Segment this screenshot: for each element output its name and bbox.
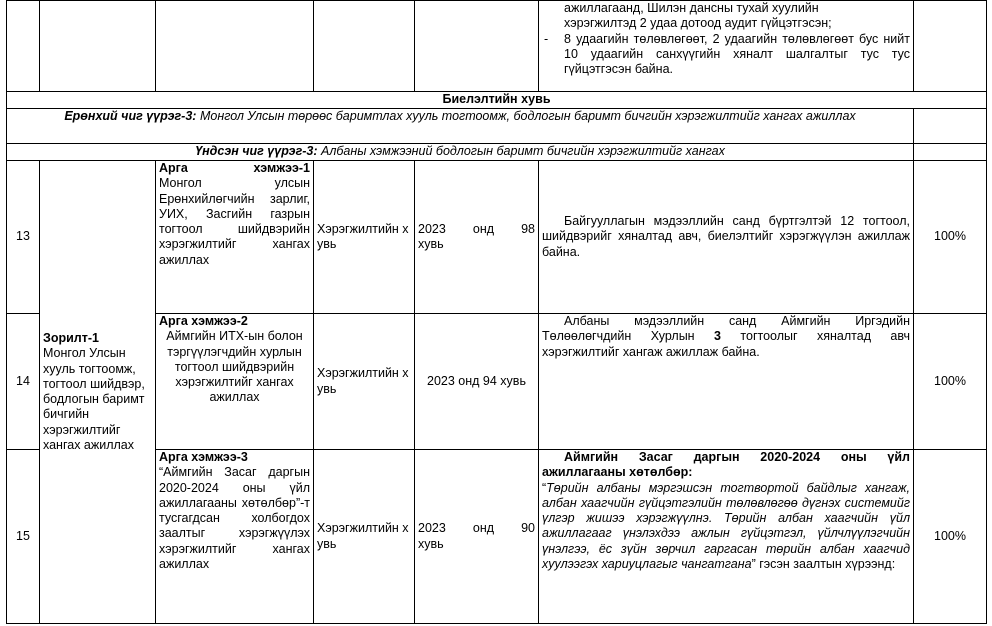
general-direction-cell	[7, 109, 914, 144]
section-header-row	[7, 92, 987, 109]
continuation-row	[7, 1, 987, 92]
measure-cell	[156, 161, 314, 314]
continuation-line-1: ажиллагаанд, Шилэн дансны тухай хуулийн	[564, 1, 819, 15]
percent-cell: 100%	[914, 450, 987, 624]
measure-text: “Аймгийн Засаг даргын 2020-2024 оны үйл ажиллагааны хөтөлбөр”-т тусгагдсан холбогдох заалтыг хэрэгжүүлэх хэрэгжилтийг хангах ажиллах	[159, 465, 310, 571]
result-title: Аймгийн Засаг даргын 2020-2024 оны үйл ажиллагааны хөтөлбөр:	[542, 450, 910, 480]
measure-cell	[156, 450, 314, 624]
main-direction-row	[7, 144, 987, 161]
objective-cell	[40, 161, 156, 624]
row-number: 14	[7, 314, 40, 450]
result-text: Байгууллагын мэдээллийн санд бүртгэлтэй 12 тогтоол, шийдвэрийг хяналтад авч, биелэлтийг хэрэгжүүлэн ажиллаж байна.	[542, 214, 910, 259]
measure-title: Арга хэмжээ-1	[159, 161, 310, 175]
result-cell	[539, 161, 914, 314]
main-direction-label: Үндсэн чиг үүрэг-3:	[195, 144, 318, 158]
result-cell	[539, 450, 914, 624]
baseline-cell: 2023 онд 94 хувь	[415, 314, 539, 450]
general-direction-label: Ерөнхий чиг үүрэг-3:	[64, 109, 197, 123]
continuation-result-cell	[539, 1, 914, 92]
row-number: 15	[7, 450, 40, 624]
result-text: “Төрийн албаны мэргэшсэн тогтвортой байдлыг хангаж, албан хаагчийн гүйцэтгэлийн төлөвлөгөө дүгнэх системийг үлгэр жишээ хэрэгжүүлнэ. Төрийн албан хаагчийн үйл ажиллагааг үнэлэхдээ ажлын гүйцэтгэл, үйлчлүүлэгчийн үнэлгээ, ёс зүйн зөрчил гаргасан төрийн албан хаагчид хуулээгэх хариуцлагыг чангатгана” гэсэн заалтын хүрээнд:	[542, 480, 910, 571]
percent-cell: 100%	[914, 314, 987, 450]
result-cell	[539, 314, 914, 450]
table-row	[7, 161, 987, 314]
evaluation-table	[6, 0, 987, 624]
result-text: Албаны мэдээллийн санд Аймгийн Иргэдийн Төлөөлөгчдийн Хурлын 3 тогтоолыг хяналтад авч хэрэгжилтийг хангаж ажиллаж байна.	[542, 314, 910, 359]
general-direction-row	[7, 109, 987, 144]
main-direction-cell	[7, 144, 914, 161]
percent-cell: 100%	[914, 161, 987, 314]
continuation-line-2: хэрэгжилтэд 2 удаа дотоод аудит гүйцэтгэсэн;	[564, 16, 832, 31]
row-number: 13	[7, 161, 40, 314]
measure-text: Аймгийн ИТХ-ын болон тэргүүлэгчдийн хурлын тогтоол шийдвэрийн хэрэгжилтийг хангах ажиллах	[166, 329, 303, 405]
measure-cell	[156, 314, 314, 450]
general-direction-text: Монгол Улсын төрөөс баримтлах хууль тогтоомж, бодлогын баримт бичгийн хэрэгжилтийг хангах ажиллах	[199, 109, 856, 123]
baseline-cell: 2023 онд 90 хувь	[415, 450, 539, 624]
continuation-list	[542, 32, 910, 78]
measure-text: Монгол улсын Ерөнхийлөгчийн зарлиг, УИХ, Засгийн газрын тогтоол шийдвэрийн хэрэгжилтийг хангах ажиллах	[159, 176, 310, 267]
main-direction-text: Албаны хэмжээний бодлогын баримт бичгийн хэрэгжилтийг хангах	[321, 144, 725, 158]
indicator-cell: Хэрэгжилтийн хувь	[314, 450, 415, 624]
indicator-cell: Хэрэгжилтийн хувь	[314, 314, 415, 450]
objective-title: Зорилт-1	[43, 331, 99, 345]
indicator-cell: Хэрэгжилтийн хувь	[314, 161, 415, 314]
baseline-cell: 2023 онд 98 хувь	[415, 161, 539, 314]
measure-title: Арга хэмжээ-2	[159, 314, 248, 328]
dash-mark: -	[544, 31, 549, 46]
measure-title: Арга хэмжээ-3	[159, 450, 248, 464]
objective-text: Монгол Улсын хууль тогтоомж, тогтоол шийдвэр, бодлогын баримт бичгийн хэрэгжилтийг хангах ажиллах	[43, 346, 145, 452]
section-header: Биелэлтийн хувь	[7, 92, 987, 109]
list-item: - 8 удаагийн төлөвлөгөөт, 2 удаагийн төлөвлөгөөт бус нийт 10 удаагийн санхүүгийн хяналт шалгалтыг тус тус гүйцэтгэсэн байна.	[544, 31, 910, 76]
